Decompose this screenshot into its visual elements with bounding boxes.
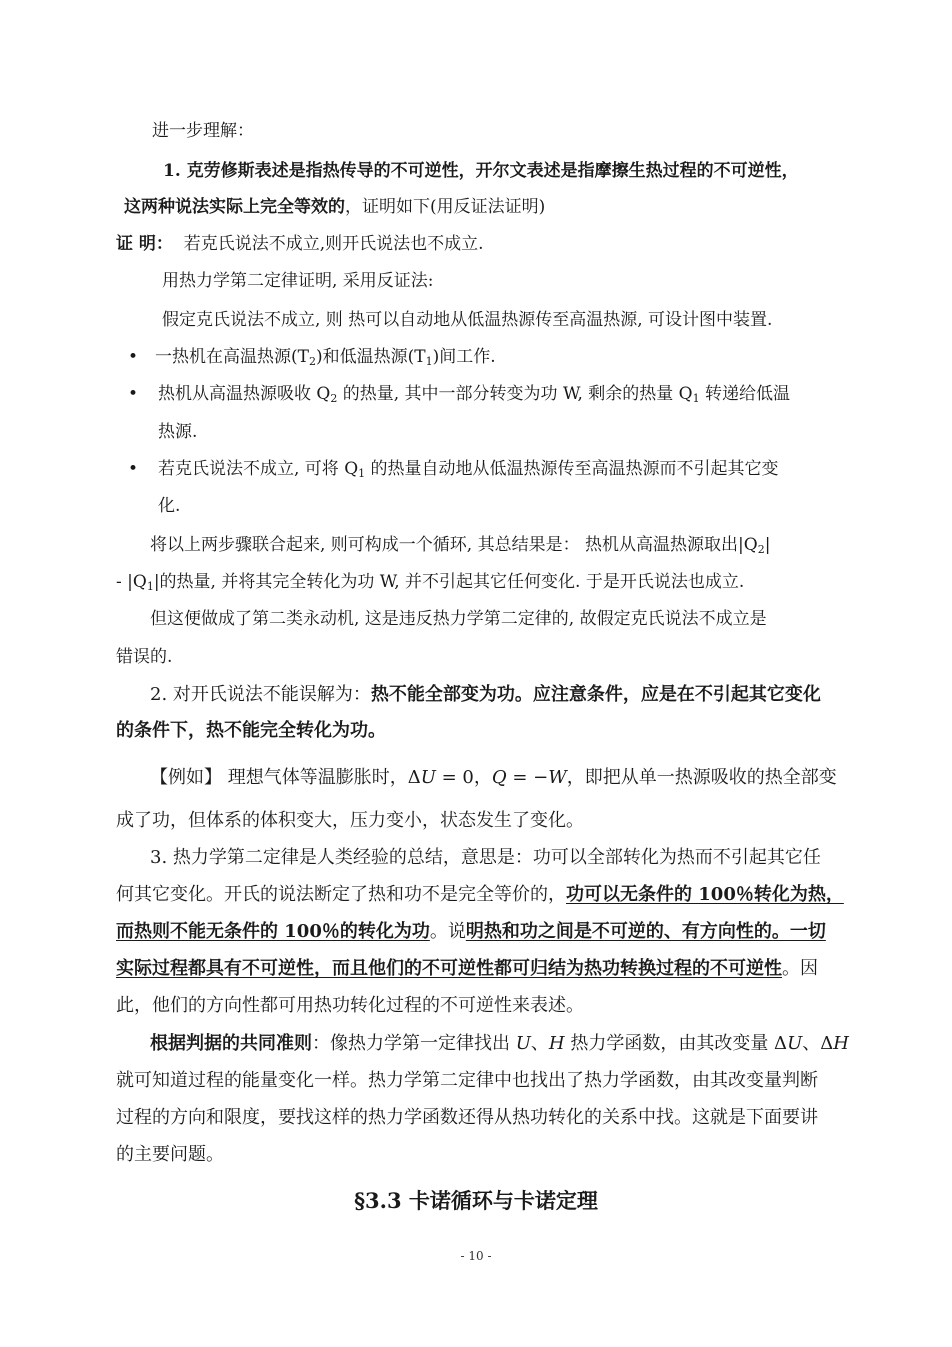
assumption-line: 假定克氏说法不成立, 则 热可以自动地从低温热源传至高温热源, 可设计图中装置.	[162, 310, 773, 330]
proof-line: 证 明： 若克氏说法不成立,则开氏说法也不成立.	[116, 234, 484, 254]
example-line: 【例如】 理想气体等温膨胀时，ΔU = 0，Q = −W，即把从单一热源吸收的热全部变	[150, 767, 837, 788]
perpetual-motion-line: 但这便做成了第二类永动机, 这是违反热力学第二定律的, 故假定克氏说法不成立是	[150, 609, 767, 629]
point-3-line: 实际过程都具有不可逆性，而且他们的不可逆性都可归结为热功转换过程的不可逆性。因	[116, 958, 818, 979]
combine-paragraph-line: - $|Q_1|$的热量, 并将其完全转化为功 W, 并不引起其它任何变化. 于是开氏说法也成立.	[116, 572, 745, 593]
bullet-3-text: 若克氏说法不成立, 可将 $Q_1$ 的热量自动地从低温热源传至高温热源而不引起其它变	[158, 459, 779, 480]
proof-method-line: 用热力学第二定律证明, 采用反证法:	[162, 271, 434, 291]
point-2-continuation: 的条件下，热不能完全转化为功。	[116, 720, 386, 741]
criteria-line: 的主要问题。	[116, 1144, 224, 1165]
bullet-marker: •	[128, 347, 139, 367]
bullet-marker: •	[128, 384, 139, 404]
criteria-line: 根据判据的共同准则：像热力学第一定律找出 U、H 热力学函数，由其改变量 ΔU、ΔH	[150, 1033, 849, 1054]
bullet-2-text: 热机从高温热源吸收 $Q_2$ 的热量, 其中一部分转变为功 W, 剩余的热量 $Q_1$ 转递给低温	[158, 384, 791, 405]
bullet-2-continuation: 热源.	[158, 422, 198, 442]
point-3-line: 何其它变化。开氏的说法断定了热和功不是完全等价的，功可以无条件的 100％转化为热，	[116, 884, 844, 905]
section-heading: §3.3 卡诺循环与卡诺定理	[354, 1188, 598, 1213]
intro-line: 进一步理解：	[152, 121, 254, 141]
combine-paragraph-line: 将以上两步骤联合起来, 则可构成一个循环, 其总结果是： 热机从高温热源取出$|Q_2|$	[150, 535, 771, 556]
point-2-line: 2. 对开氏说法不能误解为：热不能全部变为功。应注意条件，应是在不引起其它变化	[150, 684, 821, 705]
bullet-3-continuation: 化.	[158, 496, 181, 516]
point-3-line: 而热则不能无条件的 100％的转化为功。说明热和功之间是不可逆的、有方向性的。一切	[116, 921, 826, 942]
bullet-marker: •	[128, 459, 139, 479]
page-number: - 10 -	[460, 1249, 492, 1263]
perpetual-motion-line: 错误的.	[116, 647, 173, 667]
point-1-line: 1. 克劳修斯表述是指热传导的不可逆性，开尔文表述是指摩擦生热过程的不可逆性，	[163, 161, 799, 181]
point-1-continuation: 这两种说法实际上完全等效的，证明如下(用反证法证明)	[124, 197, 546, 217]
criteria-line: 就可知道过程的能量变化一样。热力学第二定律中也找出了热力学函数，由其改变量判断	[116, 1070, 818, 1091]
bullet-1-text: 一热机在高温热源$(T_2)$和低温热源$(T_1)$间工作.	[155, 347, 496, 368]
criteria-line: 过程的方向和限度，要找这样的热力学函数还得从热功转化的关系中找。这就是下面要讲	[116, 1107, 818, 1128]
point-3-line: 此，他们的方向性都可用热功转化过程的不可逆性来表述。	[116, 995, 584, 1016]
example-continuation: 成了功，但体系的体积变大，压力变小，状态发生了变化。	[116, 810, 584, 831]
point-3-line: 3. 热力学第二定律是人类经验的总结，意思是：功可以全部转化为热而不引起其它任	[150, 847, 821, 868]
